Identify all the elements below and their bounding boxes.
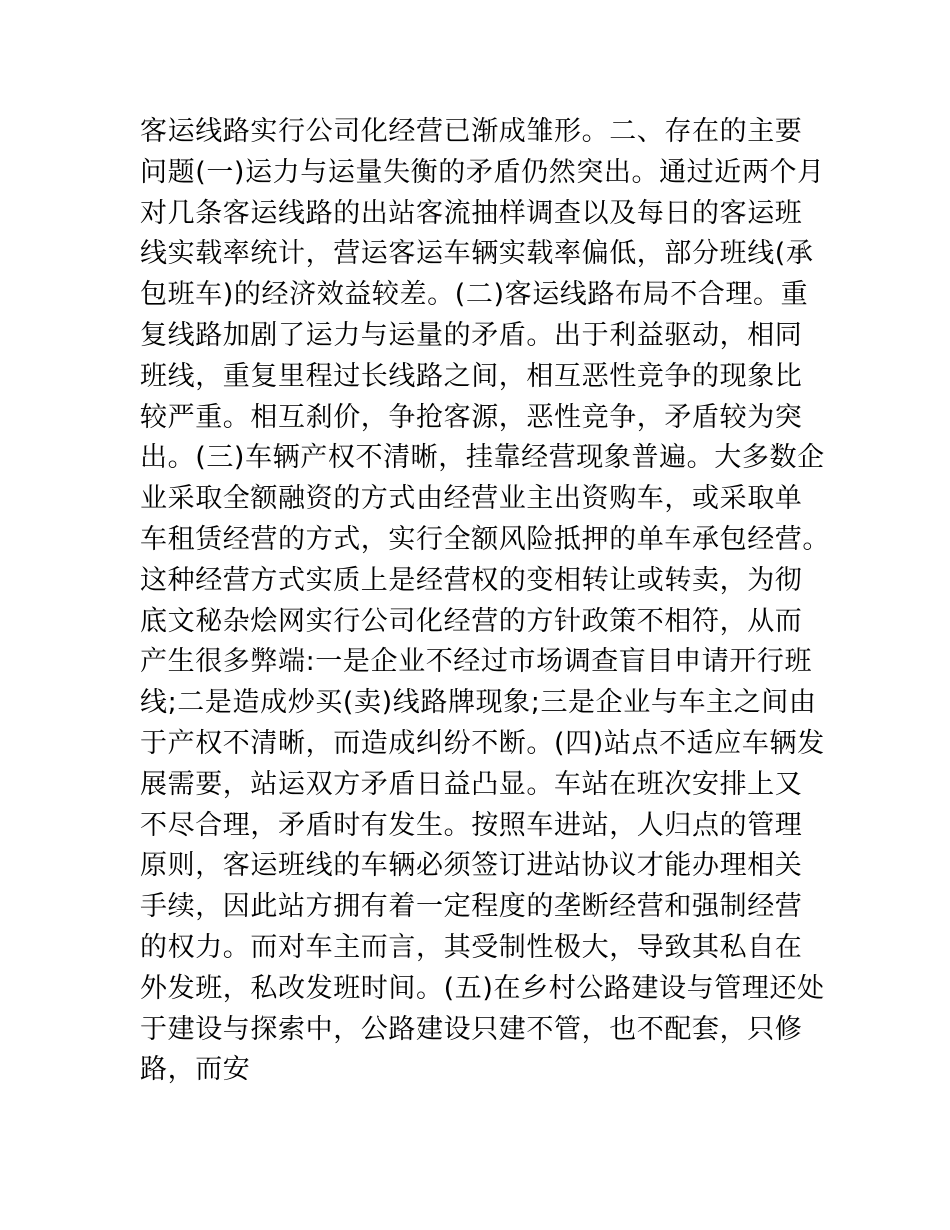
- text-line: 的权力。而对车主而言，其受制性极大，导致其私自在: [140, 931, 803, 963]
- text-line: 于产权不清晰，而造成纠纷不断。(四)站点不适应车辆发: [140, 727, 825, 759]
- text-line: 复线路加剧了运力与运量的矛盾。出于利益驱动，相同: [140, 319, 803, 351]
- text-line: 对几条客运线路的出站客流抽样调查以及每日的客运班: [140, 197, 803, 229]
- text-line: 客运线路实行公司化经营已渐成雏形。二、存在的主要: [140, 116, 803, 147]
- text-line: 业采取全额融资的方式由经营业主出资购车，或采取单: [140, 483, 803, 515]
- text-line: 这种经营方式实质上是经营权的变相转让或转卖，为彻: [140, 564, 803, 596]
- text-line: 较严重。相互刹价，争抢客源，恶性竞争，矛盾较为突: [140, 401, 803, 433]
- text-line: 手续，因此站方拥有着一定程度的垄断经营和强制经营: [140, 891, 803, 923]
- text-line: 产生很多弊端:一是企业不经过市场调查盲目申请开行班: [140, 646, 813, 678]
- text-line: 线实载率统计，营运客运车辆实载率偏低，部分班线(承: [140, 238, 814, 270]
- body-text: [140, 112, 830, 1091]
- text-line: 底文秘杂烩网实行公司化经营的方针政策不相符，从而: [140, 605, 803, 637]
- text-line: 不尽合理，矛盾时有发生。按照车进站，人归点的管理: [140, 809, 803, 841]
- text-line: 出。(三)车辆产权不清晰，挂靠经营现象普遍。大多数企: [140, 442, 825, 474]
- text-line: 车租赁经营的方式，实行全额风险抵押的单车承包经营。: [140, 523, 830, 555]
- text-line: 展需要，站运双方矛盾日益凸显。车站在班次安排上又: [140, 768, 803, 800]
- text-line: 班线，重复里程过长线路之间，相互恶性竞争的现象比: [140, 360, 803, 392]
- text-line: 路，而安: [140, 1054, 251, 1086]
- text-line: 线;二是造成炒买(卖)线路牌现象;三是企业与车主之间由: [140, 687, 817, 719]
- text-line: 包班车)的经济效益较差。(二)客运线路布局不合理。重: [140, 279, 809, 311]
- text-line: 问题(一)运力与运量失衡的矛盾仍然突出。通过近两个月: [140, 156, 825, 188]
- text-line: 原则，客运班线的车辆必须签订进站协议才能办理相关: [140, 850, 803, 882]
- text-line: 外发班，私改发班时间。(五)在乡村公路建设与管理还处: [140, 972, 825, 1004]
- text-line: 于建设与探索中，公路建设只建不管，也不配套，只修: [140, 1013, 803, 1045]
